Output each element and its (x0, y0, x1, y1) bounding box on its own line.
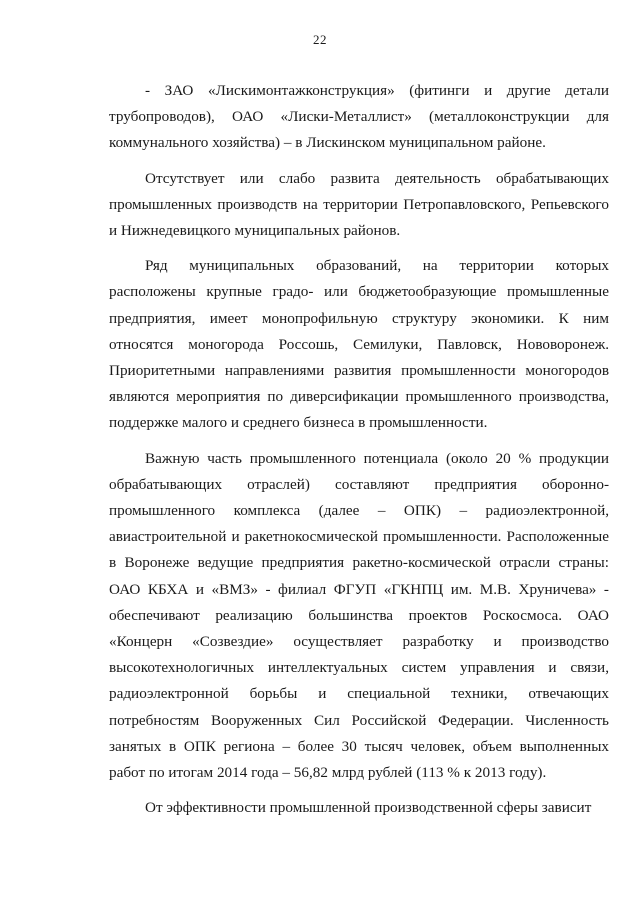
paragraph-monotowns: Ряд муниципальных образований, на территории которых расположены крупные градо- или бюджетообразующие промышленные предприятия, имеет монопрофильную структуру экономики. К ним относятся моногорода Россошь, Семилуки, Павловск, Нововоронеж. Приоритетными направлениями развития промышленности моногородов являются мероприятия по диверсификации промышленного производства, поддержке малого и среднего бизнеса в промышленности. (109, 257, 609, 432)
paragraph-efficiency: От эффективности промышленной производственной сферы зависит (145, 799, 592, 817)
paragraph-list-item-liski: - ЗАО «Лискимонтажконструкция» (фитинги и другие детали трубопроводов), ОАО «Лиски-Металлист» (металлоконструкции для коммунального хозяйства) – в Лискинском муниципальном районе. (109, 82, 609, 152)
paragraph-weak-industry: Отсутствует или слабо развита деятельность обрабатывающих промышленных производств на территории Петропавловского, Репьевского и Нижнедевицкого муниципальных районов. (109, 169, 609, 240)
body-text (109, 78, 609, 821)
paragraph-defense-industry: Важную часть промышленного потенциала (около 20 % продукции обрабатывающих отраслей) составляют предприятия оборонно-промышленного комплекса (далее – ОПК) – радиоэлектронной, авиастроительной и ракетнокосмической промышленности. Расположенные в Воронеже ведущие предприятия ракетно-космической отрасли страны: ОАО КБХА и «ВМЗ» - филиал ФГУП «ГКНПЦ им. М.В. Хруничева» - обеспечивают реализацию большинства проектов Роскосмоса. ОАО «Концерн «Созвездие» осуществляет разработку и производство высокотехнологичных интеллектуальных систем управления и связи, радиоэлектронной борьбы и специальной техники, отвечающих потребностям Вооруженных Сил Российской Федерации. Численность занятых в ОПК региона – более 30 тысяч человек, объем выполненных работ по итогам 2014 года – 56,82 млрд рублей (113 % к 2013 году). (109, 449, 609, 782)
page-number: 22 (313, 32, 327, 47)
